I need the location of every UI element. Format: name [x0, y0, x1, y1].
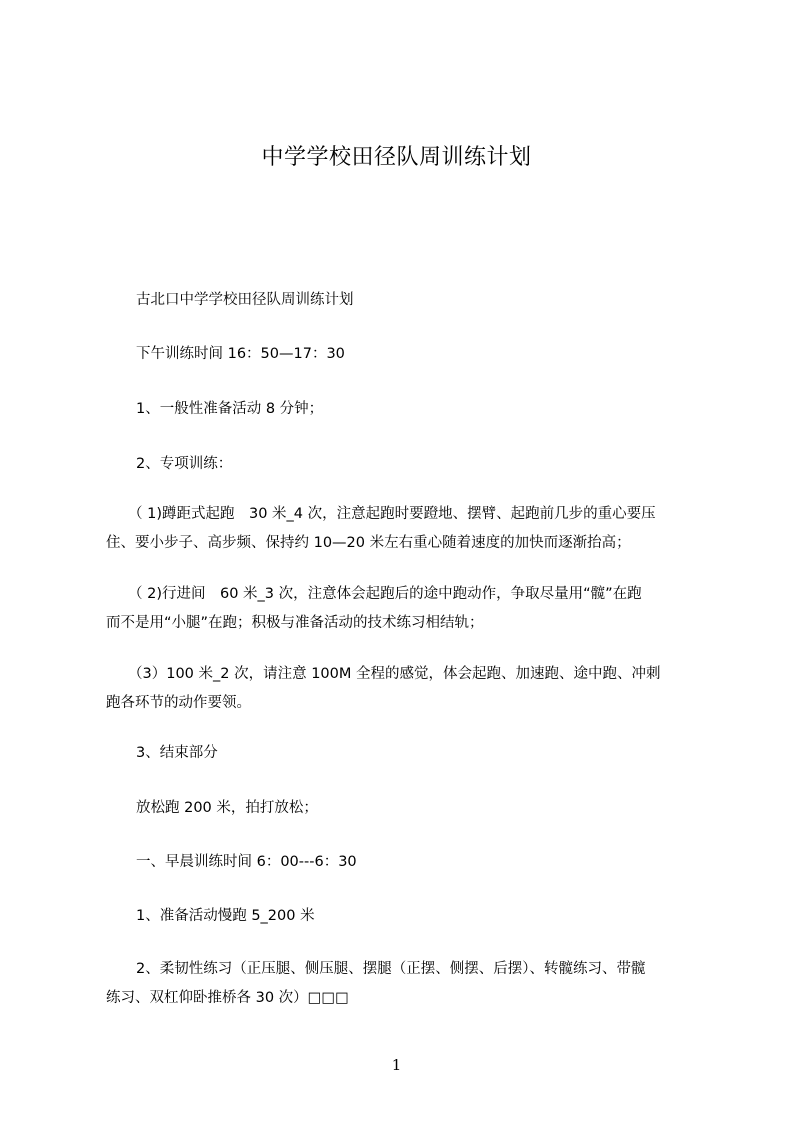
paragraph-ending: [106, 739, 706, 768]
paragraph-100m: [106, 660, 706, 718]
paragraph-morning-time: [106, 848, 706, 877]
paragraph-text: 3、结束部分: [136, 745, 218, 761]
paragraph-relax-run: [106, 794, 706, 823]
paragraph-line: 而不是用“小腿”在跑；积极与准备活动的技术练习相结轨；: [106, 615, 484, 631]
paragraph-morning-warmup: [106, 902, 706, 931]
paragraph-line: （ 2)行进间 60 米_3 次，注意体会起跑后的途中跑动作，争取尽量用“髋”在跑: [128, 586, 642, 602]
paragraph-line: 跑各环节的动作要领。: [106, 695, 251, 711]
paragraph-warmup: [106, 395, 706, 424]
paragraph-text: 2、专项训练：: [136, 456, 233, 472]
paragraph-flexibility: [106, 955, 706, 1013]
page-number: 1: [391, 1056, 402, 1074]
paragraph-text: 1、一般性准备活动 8 分钟；: [136, 401, 324, 417]
document-title: 中学学校田径队周训练计划: [261, 145, 532, 170]
paragraph-text: 一、早晨训练时间 6：00---6：30: [136, 854, 357, 870]
paragraph-line: 2、柔韧性练习（正压腿、侧压腿、摆腿（正摆、侧摆、后摆）、转髋练习、带髋: [136, 961, 646, 977]
paragraph-plan-name: [106, 286, 706, 315]
paragraph-line: （ 1)蹲距式起跑 30 米_4 次，注意起跑时要蹬地、摆臂、起跑前几步的重心要压: [128, 506, 656, 522]
paragraph-crouch-start: [106, 500, 706, 558]
paragraph-text: 古北口中学学校田径队周训练计划: [136, 292, 354, 308]
paragraph-running-60m: [106, 580, 706, 638]
paragraph-text: 1、准备活动慢跑 5_200 米: [136, 908, 315, 924]
paragraph-text: 下午训练时间 16：50—17：30: [136, 346, 345, 362]
paragraph-line: 练习、双杠仰卧推桥各 30 次）□□□: [106, 990, 349, 1006]
paragraph-special-training: [106, 450, 706, 479]
paragraph-text: 放松跑 200 米，拍打放松；: [136, 800, 318, 816]
paragraph-afternoon-time: [106, 340, 706, 369]
paragraph-line: （3）100 米_2 次，请注意 100M 全程的感觉，体会起跑、加速跑、途中跑、冲刺: [128, 666, 661, 682]
paragraph-line: 住、要小步子、高步频、保持约 10—20 米左右重心随着速度的加快而逐渐抬高；: [106, 535, 631, 551]
